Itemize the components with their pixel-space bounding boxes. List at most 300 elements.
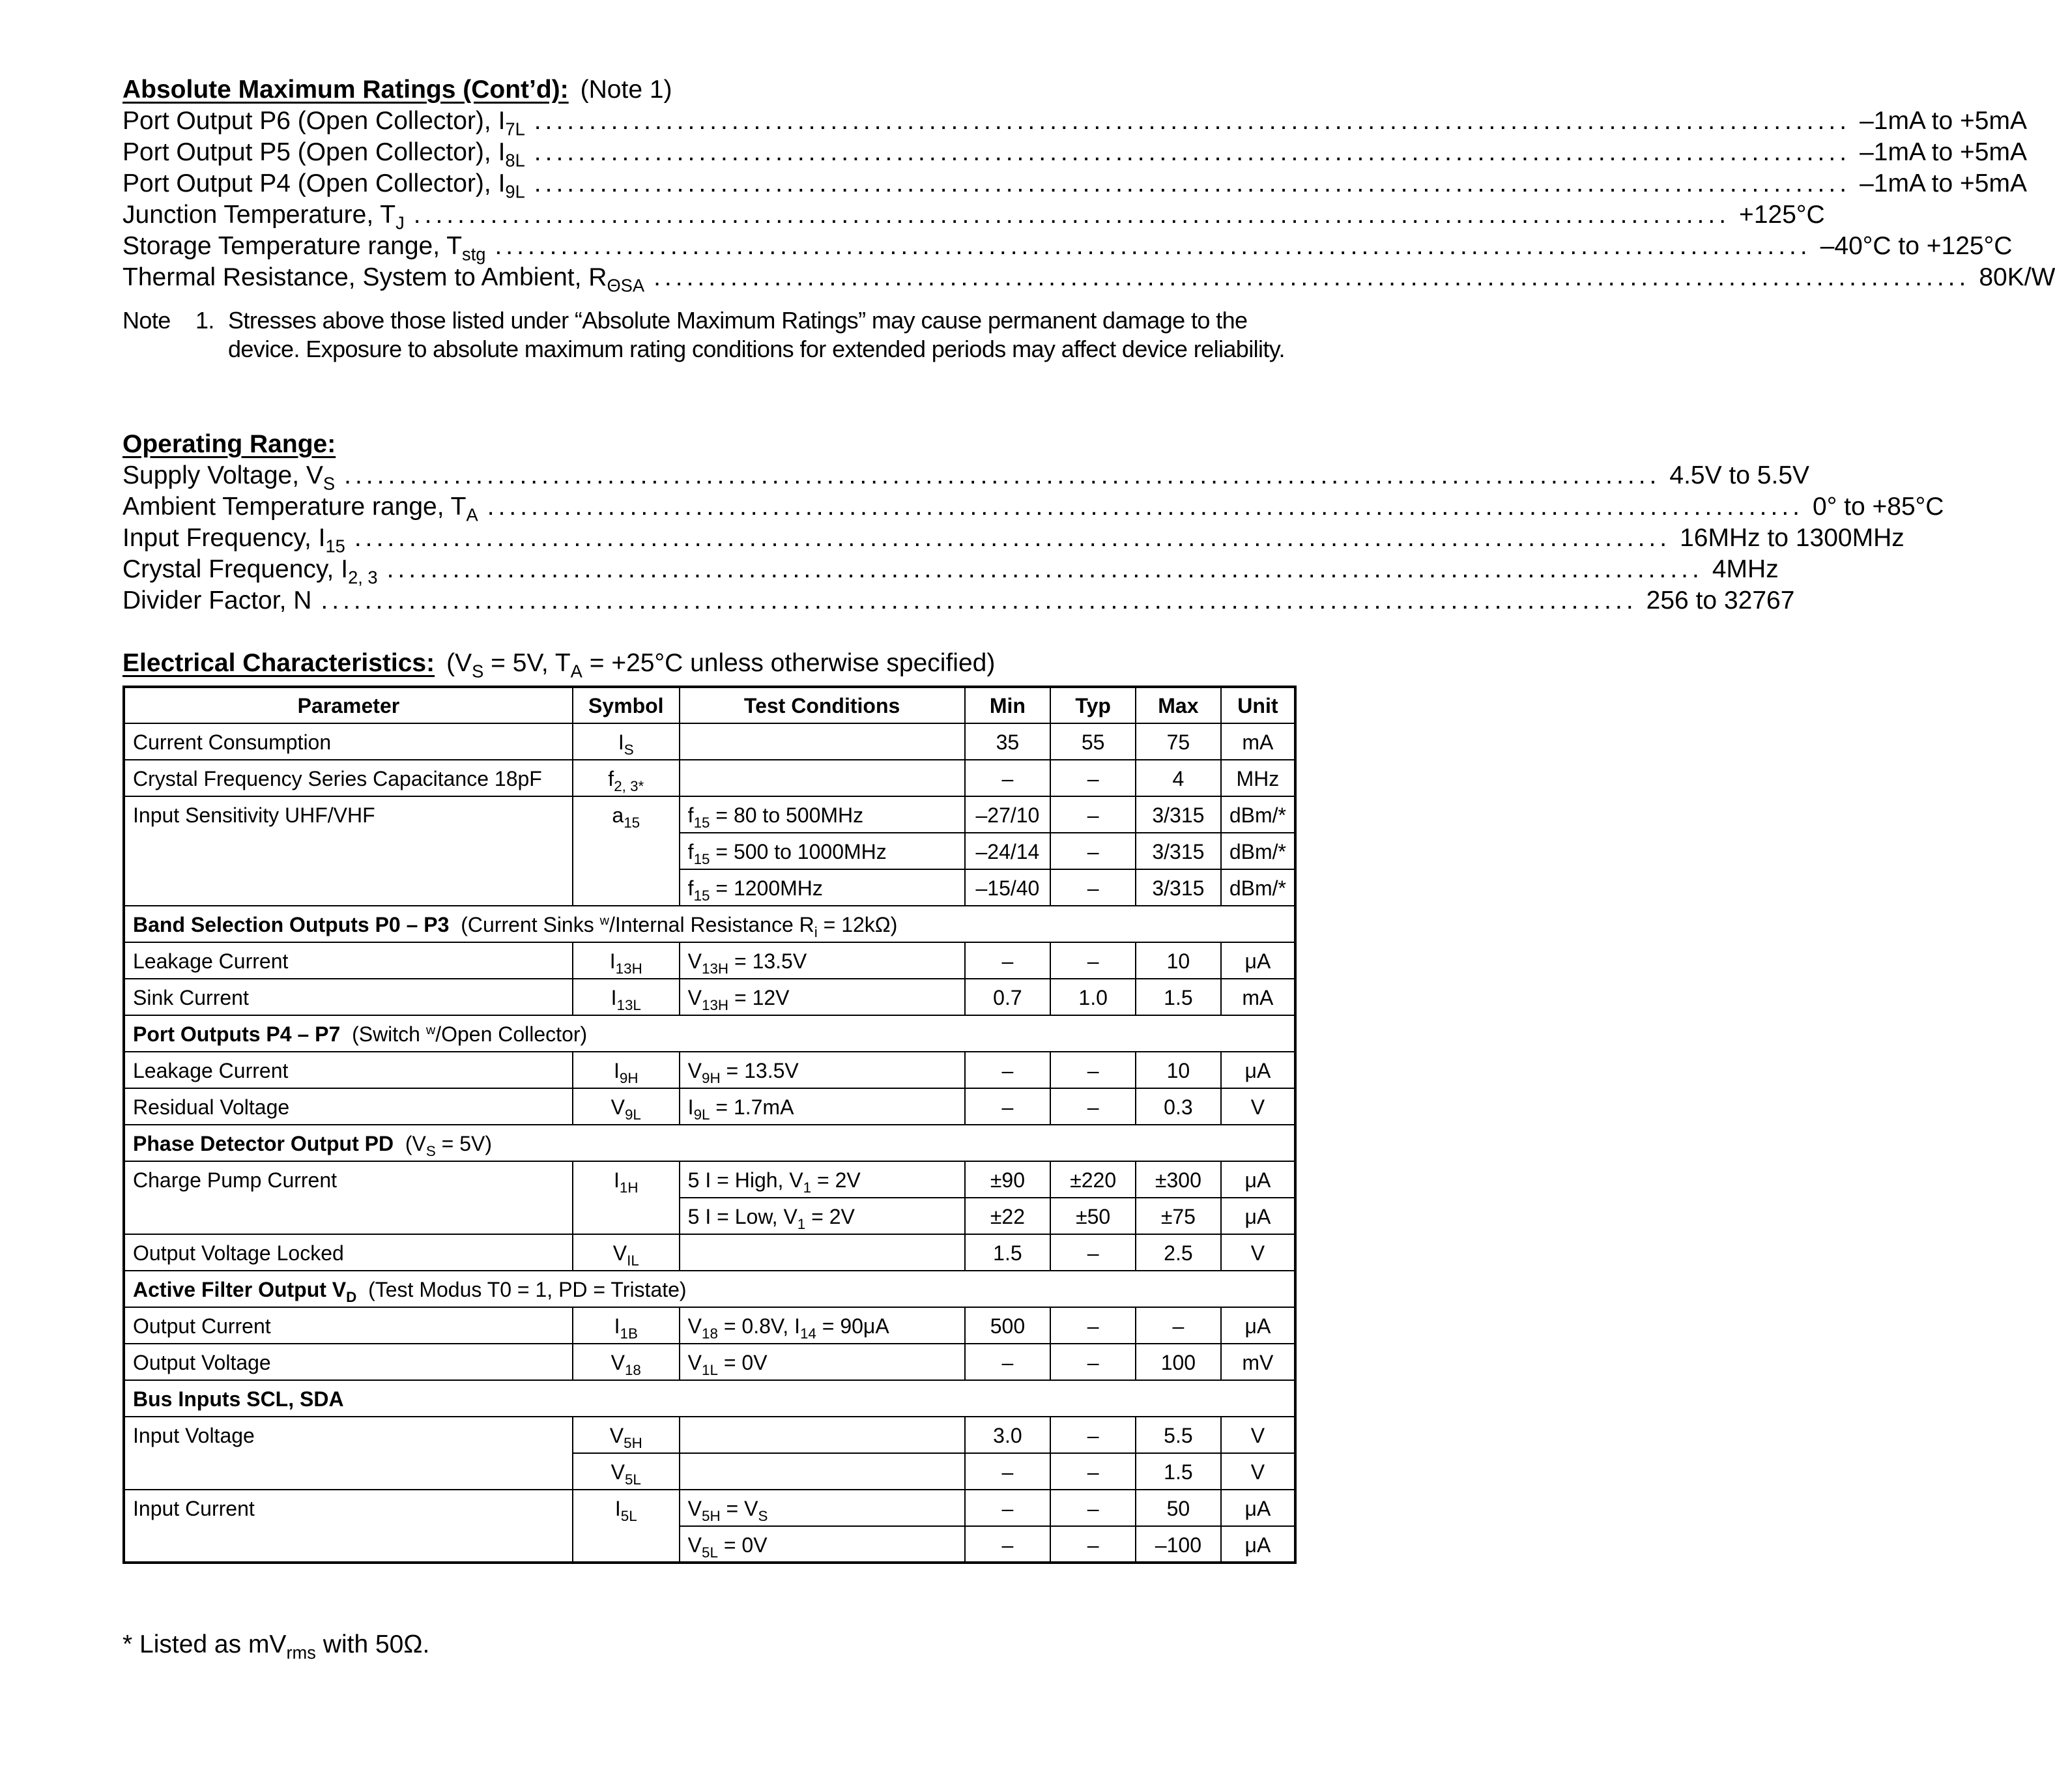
electrical-section [122,648,1297,682]
group-heading [124,1015,1295,1052]
electrical-conditions [446,649,996,682]
group-heading [124,1380,1295,1417]
col-header-parameter: Parameter [124,687,573,723]
cell-symbol [573,760,680,796]
table-row [124,942,1295,979]
group-text: /Internal Resistance R [609,913,814,936]
cell-min: 35 [965,723,1051,760]
cell-min: – [965,1344,1051,1380]
row-label-sub: 9L [505,181,525,202]
cell-test [680,833,965,869]
row-value: 16MHz to 1300MHz [1680,524,1904,552]
leader-dots: ........................................................................................................................ [534,138,1851,166]
cell-unit: μA [1221,1052,1295,1088]
cell-symbol [573,1234,680,1271]
cell-parameter: Input Voltage [124,1417,573,1490]
t: f [687,803,694,827]
cell-test [680,723,965,760]
cell-unit: MHz [1221,760,1295,796]
row-value: –1mA to +5mA [1860,138,2027,166]
row-value: 0° to +85°C [1813,493,1944,521]
cell-parameter: Input Sensitivity UHF/VHF [124,796,573,906]
sym-sub: 13L [616,996,641,1013]
cell-min: – [965,1453,1051,1490]
note-label: Note [122,307,171,334]
cell-parameter: Residual Voltage [124,1088,573,1125]
sym: I [614,1059,620,1082]
group-row [124,1015,1295,1052]
cell-unit: μA [1221,942,1295,979]
footnote-sub: rms [286,1642,316,1663]
row-label-sub: ΘSA [607,275,645,296]
cell-max: 10 [1136,942,1221,979]
cell-typ: – [1050,1526,1136,1563]
group-sup: w [425,1023,436,1038]
operating-row [122,460,1810,494]
sym: I [614,1168,620,1192]
cell-unit: dBm/* [1221,833,1295,869]
cell-typ: ±220 [1050,1161,1136,1198]
group-text: (V [405,1132,426,1155]
cell-min: – [965,1526,1051,1563]
t: = 0.8V, I [717,1314,800,1338]
cell-test [680,979,965,1015]
cell-min: 1.5 [965,1234,1051,1271]
group-heading [124,1125,1295,1161]
sym-sub: 2, 3* [614,777,644,794]
cell-typ: – [1050,1234,1136,1271]
row-label: Port Output P6 (Open Collector), I [122,107,506,135]
cell-parameter: Leakage Current [124,1052,573,1088]
electrical-table [122,686,1297,1564]
t: V [687,986,702,1009]
group-sub: i [814,923,818,940]
abs-max-section [122,74,2055,296]
sym: V [612,1241,627,1265]
cell-test [680,760,965,796]
t: = 80 to 500MHz [710,803,864,827]
abs-max-row [122,106,2027,139]
cell-parameter: Output Voltage Locked [124,1234,573,1271]
leader-dots: ........................................................................................................................ [487,493,1804,521]
cell-test [680,1088,965,1125]
leader-dots: ........................................................................................................................ [386,555,1703,583]
cell-min: – [965,1052,1051,1088]
col-header-symbol: Symbol [573,687,680,723]
group-sub: S [425,1142,436,1159]
cond-text: = 5V, T [483,649,571,677]
sym: I [614,1497,621,1520]
t: = 13.5V [728,949,807,973]
operating-row [122,523,1904,556]
cell-max: 3/315 [1136,796,1221,833]
cell-test [680,1052,965,1088]
group-text: /Open Collector) [435,1022,588,1046]
t: f [687,876,694,900]
cell-parameter: Leakage Current [124,942,573,979]
table-row [124,760,1295,796]
col-header-min: Min [965,687,1051,723]
group-text: = 5V) [435,1132,493,1155]
cell-typ: – [1050,1453,1136,1490]
group-title: Active Filter Output V [133,1278,347,1301]
t: = 13.5V [720,1059,799,1082]
t-sub: 9L [693,1106,710,1123]
group-title: Bus Inputs SCL, SDA [133,1387,344,1411]
t: = 2V [805,1205,855,1228]
row-label-sub: stg [462,244,486,265]
leader-dots: ........................................................................................................................ [344,461,1661,489]
abs-max-header [122,74,1297,106]
row-label-sub: A [466,504,478,525]
sym-sub: 1B [620,1325,638,1342]
sym-sub: 9H [619,1069,639,1086]
sym: V [611,1095,625,1119]
cell-typ: – [1050,760,1136,796]
t: = 2V [811,1168,861,1192]
cell-symbol [573,1453,680,1490]
row-value: 4MHz [1712,555,1779,583]
row-label: Port Output P4 (Open Collector), I [122,169,506,197]
group-text: (Switch [352,1022,426,1046]
cell-parameter: Current Consumption [124,723,573,760]
t-sub: S [758,1507,768,1524]
t: 5 I = Low, V [687,1205,798,1228]
sym: I [609,949,616,973]
sym-sub: 5L [624,1471,641,1488]
group-text: = 12kΩ) [817,913,898,936]
group-title: Phase Detector Output PD [133,1132,394,1155]
row-label-sub: 2, 3 [348,567,378,588]
cell-unit: μA [1221,1161,1295,1198]
footnote [122,1629,430,1663]
row-label-sub: 15 [325,536,345,556]
group-row [124,1380,1295,1417]
cell-max: –100 [1136,1526,1221,1563]
cell-max: 3/315 [1136,869,1221,906]
cell-symbol [573,1344,680,1380]
cell-typ: – [1050,942,1136,979]
sym: V [611,1460,625,1484]
cell-unit: mA [1221,979,1295,1015]
table-row [124,796,1295,833]
col-header-max: Max [1136,687,1221,723]
cell-typ: – [1050,1490,1136,1526]
t: I [687,1095,694,1119]
cell-test [680,1307,965,1344]
cell-symbol [573,1161,680,1234]
cell-min: – [965,760,1051,796]
row-value: –1mA to +5mA [1860,169,2027,197]
t: 5 I = High, V [687,1168,803,1192]
cell-typ: – [1050,1088,1136,1125]
sym-sub: 13H [615,960,642,977]
col-header-test-conditions: Test Conditions [680,687,965,723]
note-number: 1. [195,307,214,334]
leader-dots: ........................................................................................................................ [495,232,1811,260]
t-sub: 13H [702,960,729,977]
group-text: (Test Modus T0 = 1, PD = Tristate) [368,1278,687,1301]
t: = 90μA [816,1314,889,1338]
cell-max: 1.5 [1136,1453,1221,1490]
leader-dots: ........................................................................................................................ [534,107,1851,135]
cell-min: 0.7 [965,979,1051,1015]
t: = 1.7mA [710,1095,794,1119]
cell-typ: – [1050,1052,1136,1088]
cell-symbol [573,1307,680,1344]
cell-unit: μA [1221,1526,1295,1563]
cell-unit: V [1221,1453,1295,1490]
cell-test [680,1198,965,1234]
t: = 0V [717,1533,768,1557]
leader-dots: ........................................................................................................................ [534,169,1851,197]
t-sub: 1 [803,1179,812,1196]
cell-test [680,1453,965,1490]
note-text: Stresses above those listed under “Absolute Maximum Ratings” may cause permanent damage to the device. Exposure to absolute maximum rating conditions for extended periods may affect device reliability. [228,307,1285,362]
cell-typ: – [1050,1307,1136,1344]
footnote-text: * Listed as mV [122,1630,287,1658]
footnote-text: with 50Ω. [315,1630,430,1658]
cell-test [680,1417,965,1453]
cell-min: –15/40 [965,869,1051,906]
row-label: Divider Factor, N [122,586,312,614]
cell-test [680,942,965,979]
cell-unit: V [1221,1088,1295,1125]
operating-row [122,585,1795,616]
row-value: 4.5V to 5.5V [1669,461,1810,489]
t: V [687,1314,702,1338]
t: = V [720,1497,758,1520]
row-value: +125°C [1739,201,1825,229]
t: V [687,1059,702,1082]
row-label-sub: 8L [505,150,525,171]
cell-symbol [573,942,680,979]
cell-typ: – [1050,1344,1136,1380]
table-row [124,1307,1295,1344]
t: V [687,1533,702,1557]
cell-min: ±90 [965,1161,1051,1198]
sym-sub: IL [627,1252,639,1269]
table-row [124,1161,1295,1198]
t-sub: 5L [702,1544,718,1561]
cell-test [680,1234,965,1271]
leader-dots: ........................................................................................................................ [413,201,1731,229]
abs-max-note-ref: (Note 1) [580,76,672,104]
t-sub: 13H [702,996,729,1013]
t: = 12V [728,986,790,1009]
cell-min: –24/14 [965,833,1051,869]
t-sub: 15 [693,814,710,831]
sym-sub: 18 [624,1361,641,1378]
table-row [124,1088,1295,1125]
group-title: Band Selection Outputs P0 – P3 [133,913,450,936]
cell-parameter: Output Voltage [124,1344,573,1380]
t-sub: 15 [693,887,710,904]
t-sub: 14 [799,1325,816,1342]
cell-max: 10 [1136,1052,1221,1088]
cell-unit: mA [1221,723,1295,760]
row-label: Thermal Resistance, System to Ambient, R [122,263,607,291]
group-row [124,906,1295,942]
t-sub: 5H [702,1507,721,1524]
cell-parameter: Charge Pump Current [124,1161,573,1234]
cell-max: 4 [1136,760,1221,796]
cell-min: ±22 [965,1198,1051,1234]
group-title: Port Outputs P4 – P7 [133,1022,341,1046]
table-row [124,723,1295,760]
electrical-header [122,648,1297,682]
cell-symbol [573,1490,680,1563]
table-row [124,979,1295,1015]
table-row [124,1052,1295,1088]
cell-parameter: Sink Current [124,979,573,1015]
operating-row [122,554,1779,588]
cell-min: – [965,942,1051,979]
sym: I [618,730,624,754]
cell-typ: – [1050,869,1136,906]
t: f [687,840,694,863]
cell-typ: – [1050,796,1136,833]
cell-test [680,1344,965,1380]
cell-parameter: Crystal Frequency Series Capacitance 18pF [124,760,573,796]
abs-max-row [122,231,2013,265]
t: = 0V [717,1351,768,1374]
table-header-row [124,687,1295,723]
t-sub: 9H [702,1069,721,1086]
row-label: Port Output P5 (Open Collector), I [122,138,506,166]
group-heading [124,906,1295,942]
cell-max: 100 [1136,1344,1221,1380]
abs-max-row [122,137,2027,171]
table-row [124,1417,1295,1453]
sym: V [609,1424,624,1447]
row-label-sub: S [323,473,336,494]
row-label: Junction Temperature, T [122,201,396,229]
sym: a [612,803,624,827]
cond-text: = +25°C unless otherwise specified) [582,649,996,677]
cell-max: ±300 [1136,1161,1221,1198]
cond-text: (V [446,649,472,677]
cell-test [680,796,965,833]
cond-sub: A [570,661,582,682]
cell-max: 75 [1136,723,1221,760]
cell-min: – [965,1490,1051,1526]
cell-typ: – [1050,1417,1136,1453]
row-label: Supply Voltage, V [122,461,323,489]
cell-unit: V [1221,1234,1295,1271]
cell-max: 50 [1136,1490,1221,1526]
group-row [124,1125,1295,1161]
sym: V [611,1351,625,1374]
group-sup: w [599,914,609,929]
t-sub: 1L [702,1361,718,1378]
row-label: Ambient Temperature range, T [122,493,467,521]
cell-min: –27/10 [965,796,1051,833]
row-label: Crystal Frequency, I [122,555,349,583]
cell-max: 5.5 [1136,1417,1221,1453]
col-header-typ: Typ [1050,687,1136,723]
cell-min: 3.0 [965,1417,1051,1453]
cond-sub: S [472,661,484,682]
sym: I [614,1314,620,1338]
cell-symbol [573,979,680,1015]
cell-typ: 55 [1050,723,1136,760]
cell-symbol [573,723,680,760]
row-value: 80K/W [1979,263,2055,291]
cell-test [680,1526,965,1563]
abs-max-row [122,168,2027,202]
abs-max-row [122,262,2055,296]
sym-sub: 5H [624,1434,642,1451]
cell-max: 2.5 [1136,1234,1221,1271]
cell-symbol [573,1417,680,1453]
electrical-title: Electrical Characteristics: [122,649,435,677]
cell-symbol [573,796,680,906]
abs-max-title: Absolute Maximum Ratings (Cont’d): [122,76,569,104]
cell-parameter: Input Current [124,1490,573,1563]
row-value: –40°C to +125°C [1820,232,2013,260]
cell-unit: μA [1221,1307,1295,1344]
row-label-sub: 7L [505,119,525,139]
cell-unit: dBm/* [1221,869,1295,906]
cell-unit: μA [1221,1490,1295,1526]
row-label-sub: J [395,212,405,233]
group-text: (Current Sinks [461,913,600,936]
sym: f [608,767,614,790]
table-row [124,1234,1295,1271]
cell-max: – [1136,1307,1221,1344]
sym-sub: 1H [619,1179,639,1196]
sym: I [611,986,617,1009]
cell-unit: V [1221,1417,1295,1453]
operating-header [122,429,1297,460]
cell-symbol [573,1052,680,1088]
row-label: Input Frequency, I [122,524,326,552]
t-sub: 18 [702,1325,718,1342]
cell-typ: 1.0 [1050,979,1136,1015]
operating-title: Operating Range: [122,430,336,458]
table-row [124,1490,1295,1526]
t-sub: 15 [693,850,710,867]
cell-test [680,1161,965,1198]
sym-sub: 5L [620,1507,637,1524]
cell-unit: μA [1221,1198,1295,1234]
sym-sub: S [624,741,634,758]
cell-typ: – [1050,833,1136,869]
group-row [124,1271,1295,1307]
operating-row [122,491,1944,525]
cell-unit: dBm/* [1221,796,1295,833]
cell-max: 0.3 [1136,1088,1221,1125]
t: V [687,949,702,973]
cell-test [680,869,965,906]
sym-sub: 9L [624,1106,641,1123]
t: V [687,1497,702,1520]
operating-section [122,429,1944,616]
row-value: –1mA to +5mA [1860,107,2027,135]
cell-typ: ±50 [1050,1198,1136,1234]
cell-max: ±75 [1136,1198,1221,1234]
table-row [124,1344,1295,1380]
leader-dots: ........................................................................................................................ [321,586,1637,614]
abs-max-row [122,199,1825,233]
cell-max: 1.5 [1136,979,1221,1015]
cell-min: 500 [965,1307,1051,1344]
cell-symbol [573,1088,680,1125]
row-value: 256 to 32767 [1646,586,1795,614]
group-heading [124,1271,1295,1307]
row-label: Storage Temperature range, T [122,232,463,260]
